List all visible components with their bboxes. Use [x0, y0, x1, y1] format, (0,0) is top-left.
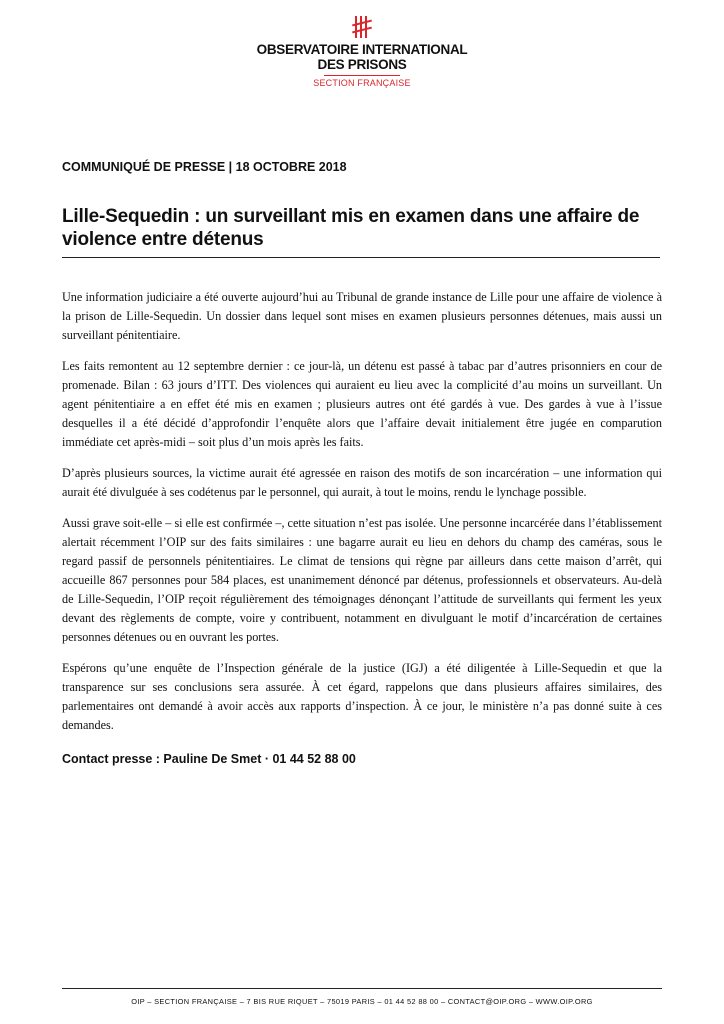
body-paragraph: Une information judiciaire a été ouverte aujourd’hui au Tribunal de grande instance de Lille pour une affaire de violence à la prison de Lille-Sequedin. Un dossier dans lequel sont mises en examen plusieurs personnes détenues, mais aussi un surveillant pénitentiaire. [62, 290, 662, 342]
logo-line-1: OBSERVATOIRE INTERNATIONAL [256, 42, 468, 57]
organization-logo [0, 14, 724, 89]
body-paragraph: Aussi grave soit-elle – si elle est confirmée –, cette situation n’est pas isolée. Une personne incarcérée dans l’établissement alertait récemment l’OIP sur des faits similaires : une bagarre aurait eu lieu en dehors du champ des caméras, sous le regard passif de personnels pénitentiaires. Le climat de tensions qui règne par ailleurs dans cette maison d’arrêt, qui accueille 867 personnes pour 584 places, est unanimement dénoncé par détenus, professionnels et observateurs. Au-delà de Lille-Sequedin, l’OIP reçoit régulièrement des témoignages dénonçant l’attitude de surveillants qui ferment les yeux devant des règlements de compte, voire y contribuent, notamment en divulguant le motif d’incarcération de certaines personnes détenues ou en ouvrant les portes. [62, 516, 662, 644]
logo-divider [324, 75, 400, 76]
logo-line-2: DES PRISONS [317, 57, 407, 72]
document-body [62, 288, 662, 747]
prison-bars-mark-icon [349, 14, 375, 40]
body-paragraph: Les faits remontent au 12 septembre dernier : ce jour-là, un détenu est passé à tabac par d’autres prisonniers en cour de promenade. Bilan : 63 jours d’ITT. Des violences qui auraient eu lieu avec la complicité d’au moins un surveillant. Un agent pénitentiaire a en effet été mis en examen ; plusieurs autres ont été gardés à vue. Des gardes à vue à l’issue desquelles il a été décidé d’approfondir l’enquête alors que l’affaire devait initialement être jugée en comparution immédiate cet après-midi – soit plus d’un mois après les faits. [62, 359, 662, 449]
footer-divider [62, 988, 662, 989]
logo-line-3: SECTION FRANÇAISE [313, 78, 411, 88]
title-divider [62, 257, 660, 258]
body-paragraph: Espérons qu’une enquête de l’Inspection générale de la justice (IGJ) a été diligentée à Lille-Sequedin et que la transparence sur ses conclusions sera assurée. À cet égard, rappelons que dans plusieurs affaires similaires, des parlementaires ont demandé à avoir accès aux rapports d’inspection. À ce jour, le ministère n’a pas donné suite à ces demandes. [62, 661, 662, 732]
press-contact: Contact presse : Pauline De Smet · 01 44 52 88 00 [62, 752, 356, 766]
document-title: Lille-Sequedin : un surveillant mis en examen dans une affaire de violence entre détenus [62, 206, 640, 250]
footer-address: OIP – SECTION FRANÇAISE – 7 BIS RUE RIQUET – 75019 PARIS – 01 44 52 88 00 – CONTACT@OIP.ORG – WWW.OIP.ORG [131, 997, 593, 1006]
press-release-dateline: COMMUNIQUÉ DE PRESSE | 18 OCTOBRE 2018 [62, 160, 347, 174]
body-paragraph: D’après plusieurs sources, la victime aurait été agressée en raison des motifs de son incarcération – une information qui aurait été divulguée à ses codétenus par le personnel, qui aurait, à tout le moins, rendu le lynchage possible. [62, 466, 662, 499]
